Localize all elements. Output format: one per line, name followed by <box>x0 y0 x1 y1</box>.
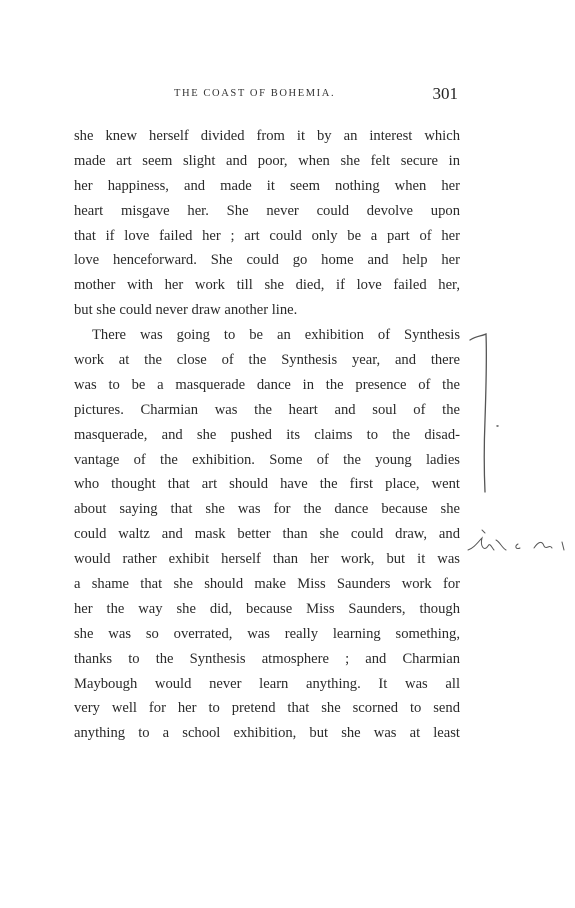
text-line: vantage of the exhibition. Some of the young ladies <box>74 451 460 468</box>
text-line: heart misgave her. She never could devolve upon <box>74 202 460 219</box>
text-line: she knew herself divided from it by an interest which <box>74 128 460 144</box>
running-head <box>74 84 460 106</box>
scribble-stroke <box>468 538 494 550</box>
text-line: a shame that she should make Miss Saunders work for <box>74 576 460 593</box>
page-number: 301 <box>432 84 458 103</box>
text-line: about saying that she was for the dance because she <box>74 501 460 518</box>
margin-handwriting <box>462 528 570 562</box>
text-line: who thought that art should have the first place, went <box>74 476 460 493</box>
text-line: masquerade, and she pushed its claims to the disad- <box>74 426 460 443</box>
text-line: her the way she did, because Miss Saunders, though <box>74 600 460 617</box>
text-line: pictures. Charmian was the heart and soul of the <box>74 401 460 418</box>
scribble-stroke <box>516 544 520 549</box>
text-line: but she could never draw another line. <box>74 302 298 319</box>
text-line: would rather exhibit herself than her work, but it was <box>74 551 460 568</box>
text-line: made art seem slight and poor, when she felt secure in <box>74 152 460 169</box>
text-line: love henceforward. She could go home and help her <box>74 252 460 269</box>
scribble-stroke <box>562 542 564 550</box>
body-text <box>74 124 460 746</box>
text-line: work at the close of the Synthesis year, and there <box>74 352 460 369</box>
text-line: anything to a school exhibition, but she was at least <box>74 725 460 742</box>
margin-bracket-mark <box>464 330 504 500</box>
bracket-stroke <box>470 334 486 492</box>
text-line: very well for her to pretend that she scorned to send <box>74 700 460 717</box>
scribble-stroke <box>534 542 552 548</box>
scribble-stroke <box>482 530 485 533</box>
text-line: mother with her work till she died, if love failed her, <box>74 277 460 294</box>
text-line: thanks to the Synthesis atmosphere ; and Charmian <box>74 650 460 667</box>
text-line: her happiness, and made it seem nothing when her <box>74 177 460 194</box>
text-line: could waltz and mask better than she could draw, and <box>74 526 460 543</box>
text-line: Maybough would never learn anything. It was all <box>74 675 460 692</box>
running-title: THE COAST OF BOHEMIA. <box>174 88 336 99</box>
text-line: was to be a masquerade dance in the presence of the <box>74 376 460 393</box>
text-line: There was going to be an exhibition of Synthesis <box>92 327 460 344</box>
text-line: that if love failed her ; art could only be a part of her <box>74 227 460 244</box>
scribble-stroke <box>496 540 506 550</box>
text-line: she was so overrated, was really learning something, <box>74 625 460 642</box>
